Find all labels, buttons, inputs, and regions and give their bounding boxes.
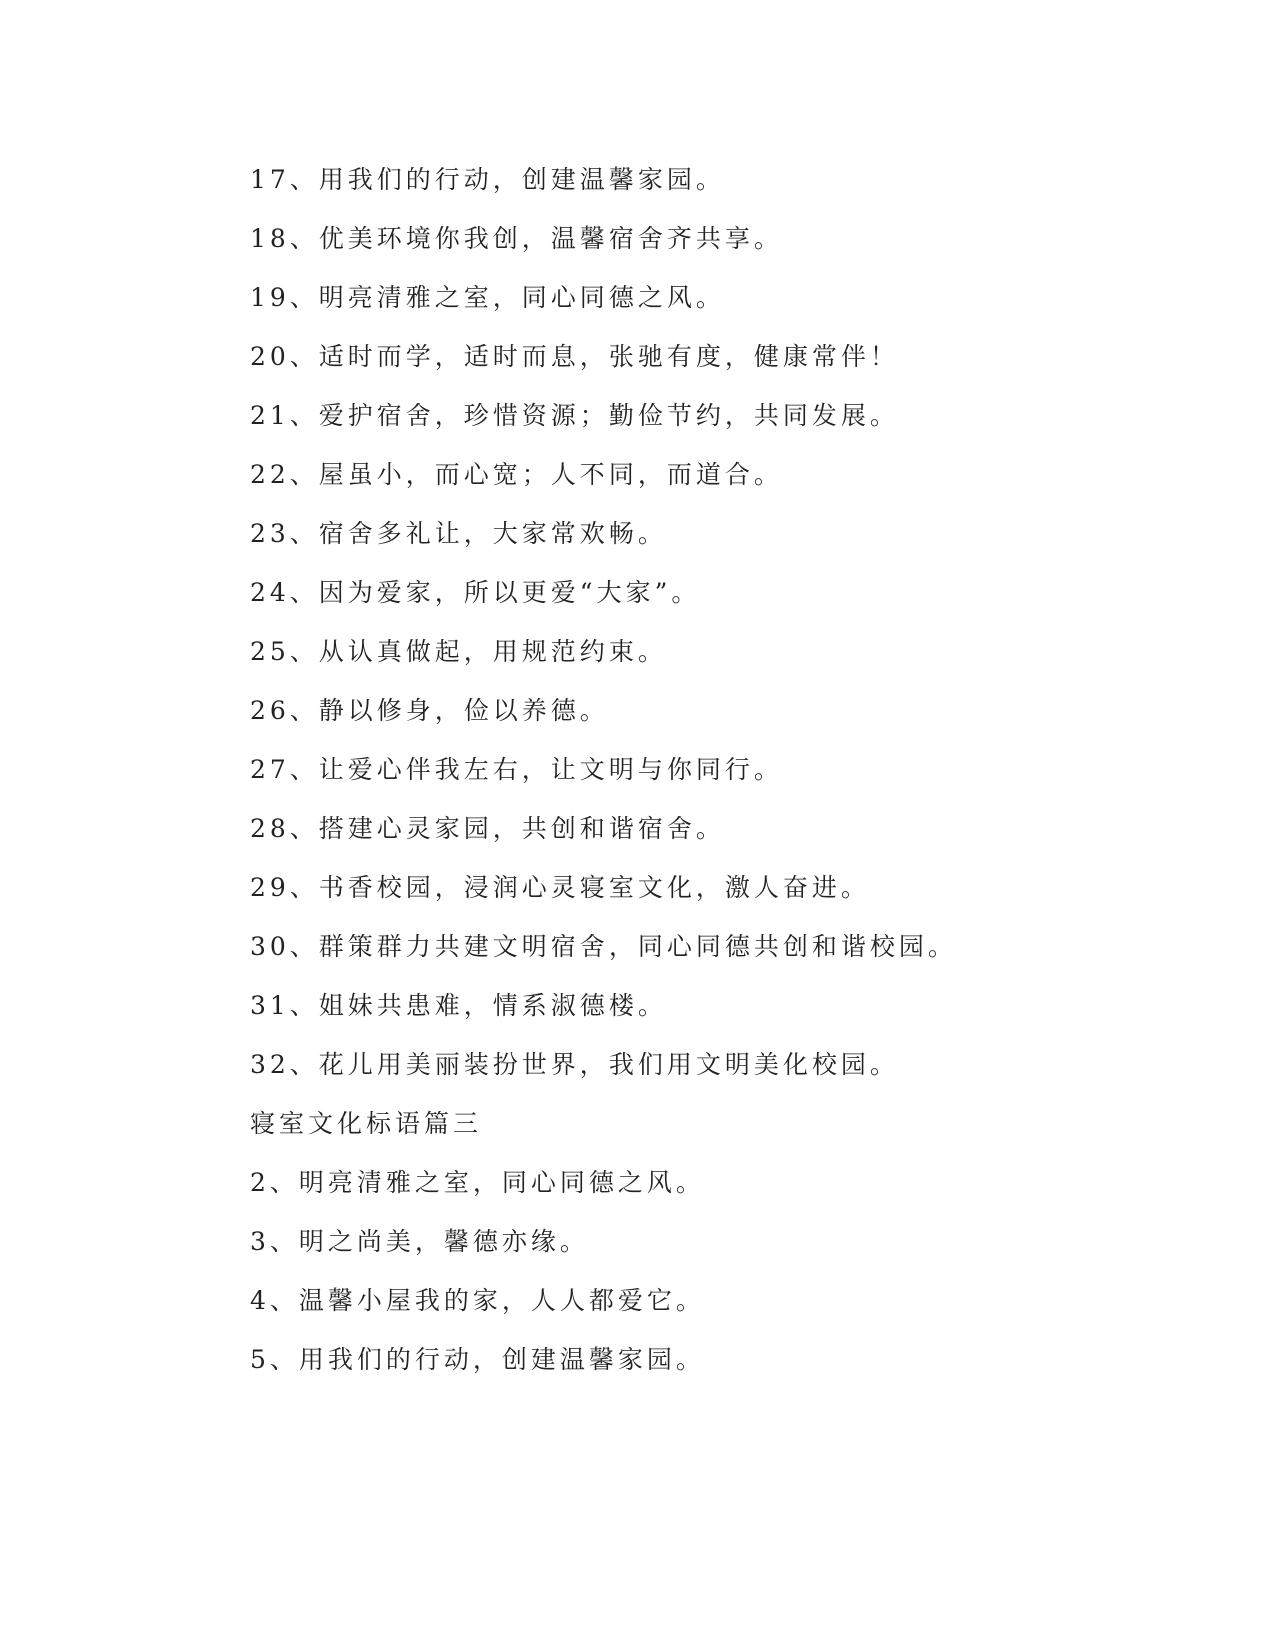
slogan-22: 22、屋虽小，而心宽；人不同，而道合。 — [250, 460, 783, 489]
slogan-28: 28、搭建心灵家园，共创和谐宿舍。 — [250, 814, 725, 843]
slogan-5: 5、用我们的行动，创建温馨家园。 — [250, 1345, 705, 1374]
section-heading: 寝室文化标语篇三 — [250, 1109, 483, 1138]
slogan-18: 18、优美环境你我创，温馨宿舍齐共享。 — [250, 224, 783, 253]
document-body — [250, 150, 1150, 1389]
slogan-29: 29、书香校园，浸润心灵寝室文化，激人奋进。 — [250, 873, 870, 902]
slogan-30: 30、群策群力共建文明宿舍，同心同德共创和谐校园。 — [250, 932, 957, 961]
slogan-19: 19、明亮清雅之室，同心同德之风。 — [250, 283, 725, 312]
slogan-2: 2、明亮清雅之室，同心同德之风。 — [250, 1168, 705, 1197]
slogan-4: 4、温馨小屋我的家，人人都爱它。 — [250, 1286, 705, 1315]
slogan-24: 24、因为爱家，所以更爱“大家”。 — [250, 578, 701, 607]
slogan-26: 26、静以修身，俭以养德。 — [250, 696, 609, 725]
slogan-20: 20、适时而学，适时而息，张驰有度，健康常伴！ — [250, 342, 899, 371]
slogan-17: 17、用我们的行动，创建温馨家园。 — [250, 165, 725, 194]
slogan-25: 25、从认真做起，用规范约束。 — [250, 637, 667, 666]
slogan-21: 21、爱护宿舍，珍惜资源；勤俭节约，共同发展。 — [250, 401, 899, 430]
slogan-3: 3、明之尚美，馨德亦缘。 — [250, 1227, 589, 1256]
slogan-23: 23、宿舍多礼让，大家常欢畅。 — [250, 519, 667, 548]
slogan-32: 32、花儿用美丽装扮世界，我们用文明美化校园。 — [250, 1050, 899, 1079]
slogan-27: 27、让爱心伴我左右，让文明与你同行。 — [250, 755, 783, 784]
slogan-31: 31、姐妹共患难，情系淑德楼。 — [250, 991, 667, 1020]
